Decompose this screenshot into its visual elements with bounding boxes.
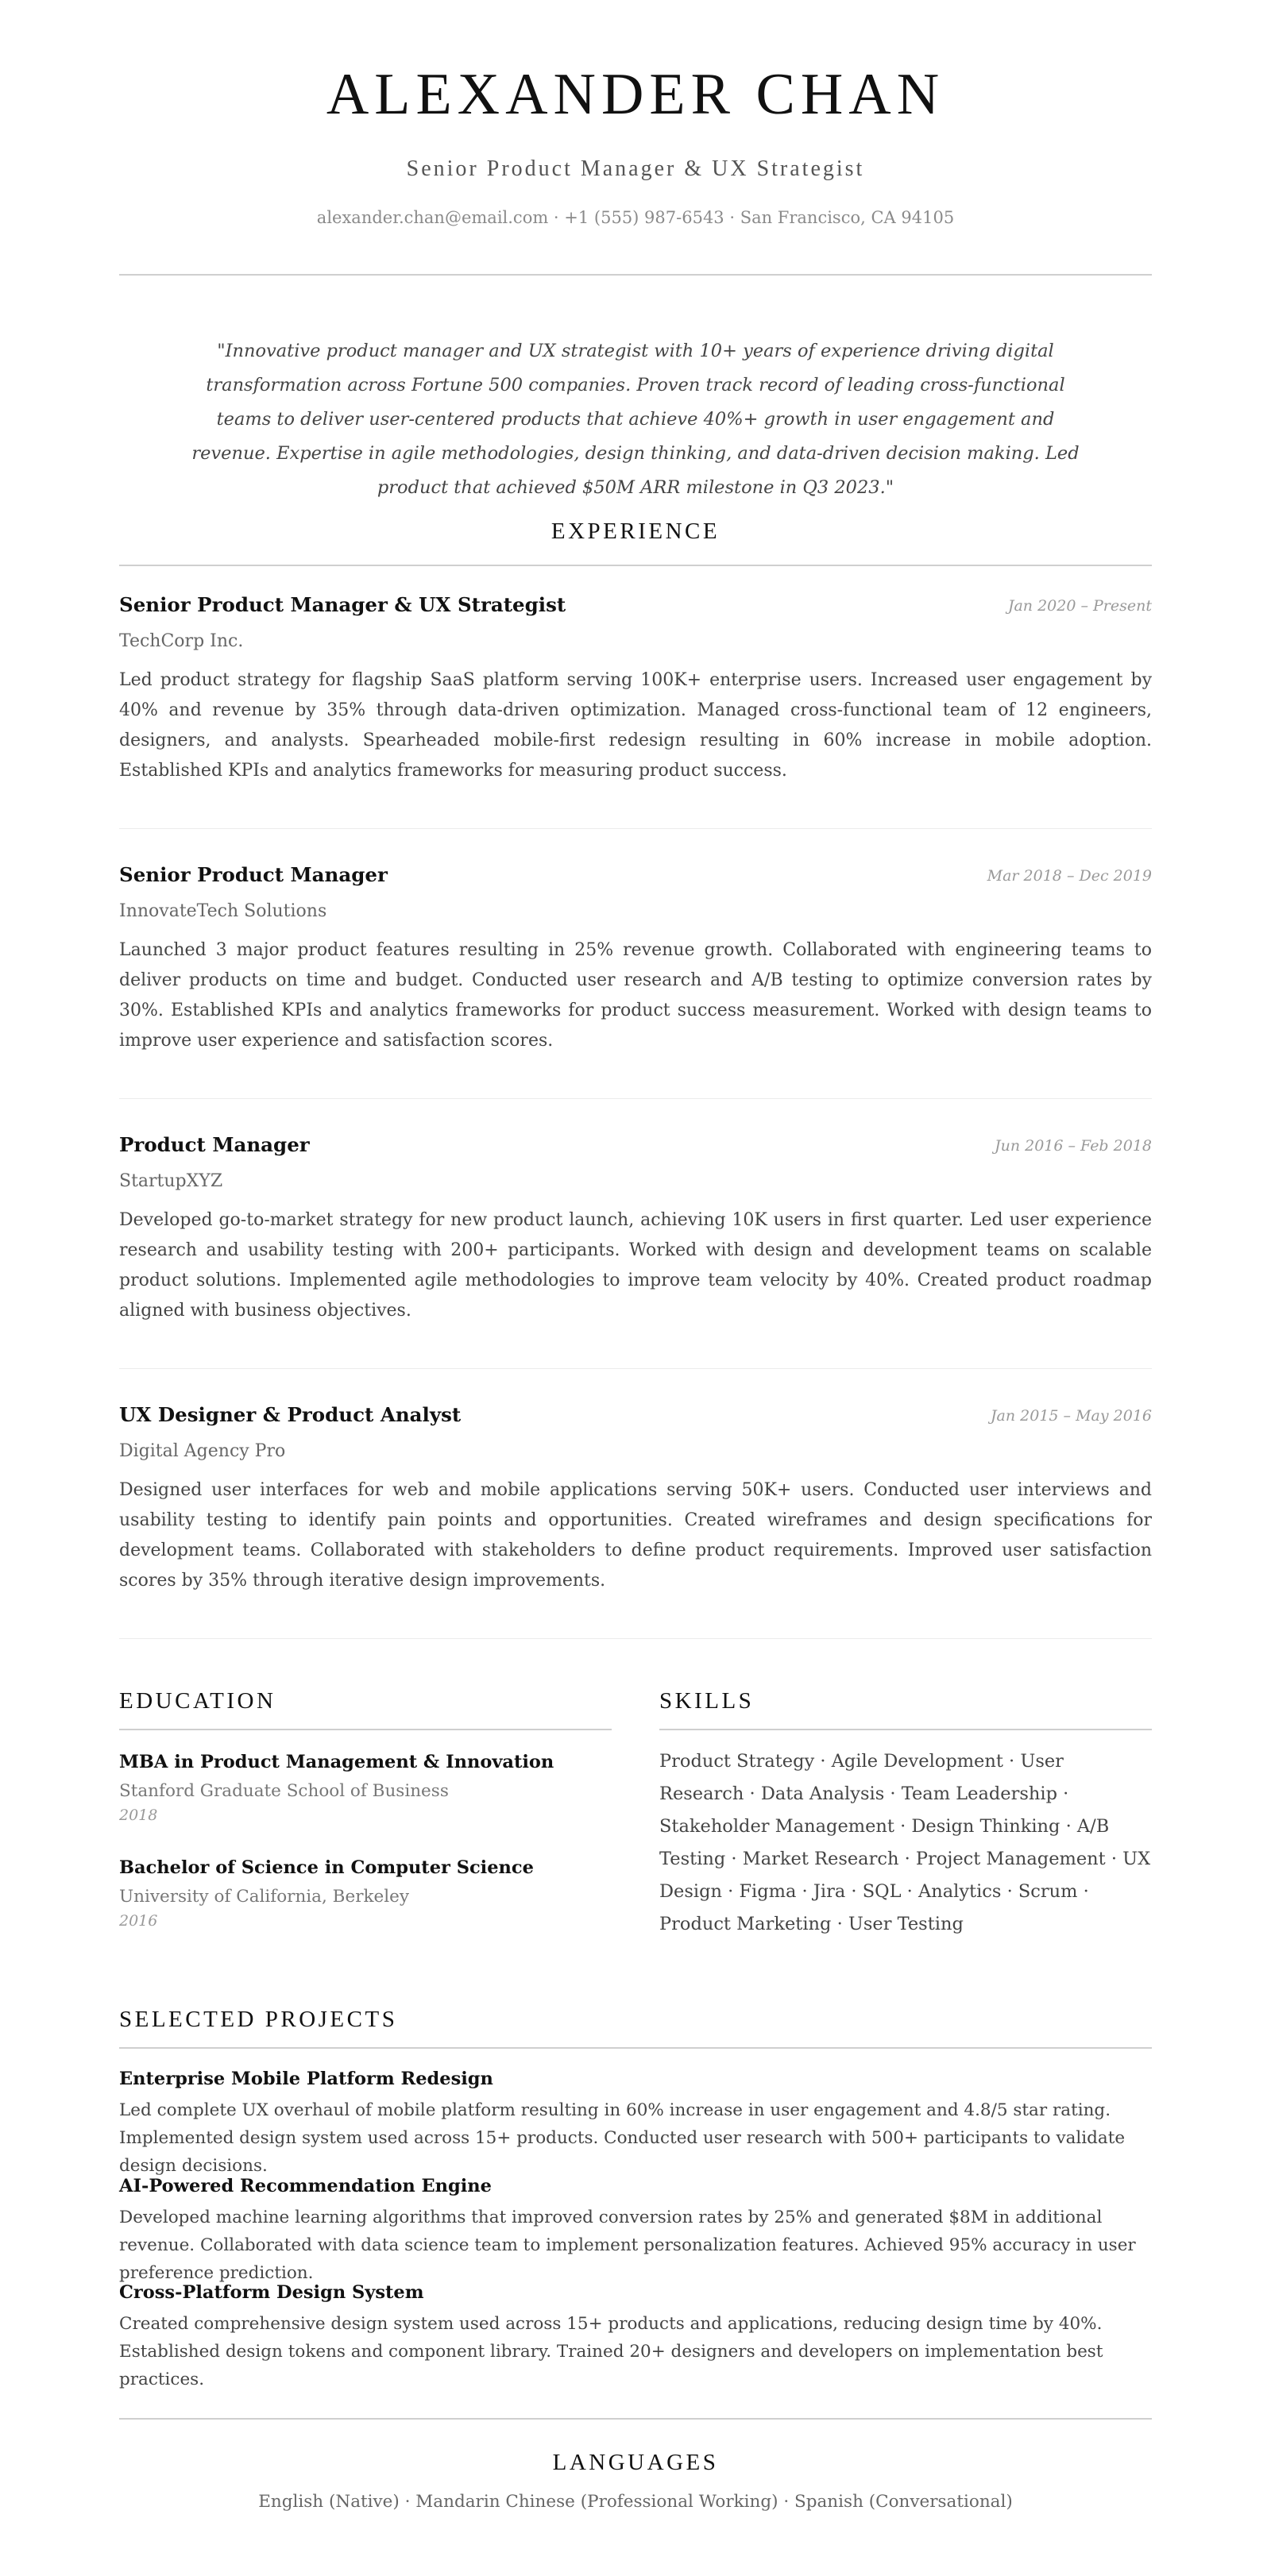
job-description: Launched 3 major product features resulting in 25% revenue growth. Collaborated with engineering teams to deliver products on time and budget. Conducted user research and A/B testing to optimize conversion rates by 30%. Established KPIs and analytics frameworks for product success measurement. Worked with design teams to improve user experience and satisfaction scores. — [119, 940, 1152, 1051]
job-divider — [119, 828, 1152, 829]
education-entry — [119, 1857, 612, 1930]
skills-heading: SKILLS — [659, 1688, 755, 1714]
project-name: Enterprise Mobile Platform Redesign — [119, 2069, 493, 2089]
job-title: Senior Product Manager — [119, 863, 388, 886]
job-company: TechCorp Inc. — [119, 631, 244, 651]
education-divider — [119, 1729, 612, 1730]
job-title: Senior Product Manager & UX Strategist — [119, 593, 566, 616]
education-entry — [119, 1752, 612, 1825]
job-description: Led product strategy for flagship SaaS platform serving 100K+ enterprise users. Increased user engagement by 40% and revenue by 35% through data-driven optimization. Managed cross-functional team of 12 engineers, designers, and analysts. Spearheaded mobile-first redesign resulting in 60% increase in mobile adoption. Established KPIs and analytics frameworks for measuring product success. — [119, 670, 1152, 781]
project-entry — [119, 2069, 1152, 2180]
header-divider — [119, 274, 1152, 276]
job-divider — [119, 1368, 1152, 1369]
skills-list: Product Strategy · Agile Development · User Research · Data Analysis · Team Leadership · Stakeholder Management · Design Thinking · A/B Testing · Market Research · Project Management · UX Design · Figma · Jira · SQL · Analytics · Scrum · Product Marketing · User Testing — [659, 1751, 1151, 1934]
languages-list: English (Native) · Mandarin Chinese (Professional Working) · Spanish (Conversational) — [258, 2492, 1013, 2512]
languages-heading: LANGUAGES — [552, 2450, 719, 2475]
education-school: Stanford Graduate School of Business — [119, 1781, 449, 1801]
education-school: University of California, Berkeley — [119, 1887, 409, 1907]
candidate-name: ALEXANDER CHAN — [326, 62, 945, 127]
job-dates: Mar 2018 – Dec 2019 — [987, 867, 1152, 885]
languages-divider — [119, 2418, 1152, 2420]
experience-heading: EXPERIENCE — [551, 519, 720, 544]
projects-divider — [119, 2047, 1152, 2049]
project-description: Developed machine learning algorithms that improved conversion rates by 25% and generated $8M in additional revenue. Collaborated with data science team to implement personalization features. Achieved 95% accuracy in user preference prediction. — [119, 2208, 1136, 2283]
job-description: Designed user interfaces for web and mobile applications serving 50K+ users. Conducted user interviews and usability testing to identify pain points and opportunities. Created wireframes and design specifications for development teams. Collaborated with stakeholders to define product requirements. Improved user satisfaction scores by 35% through iterative design improvements. — [119, 1480, 1152, 1591]
project-description: Created comprehensive design system used across 15+ products and applications, reducing design time by 40%. Established design tokens and component library. Trained 20+ designers and developers on implementation best practices. — [119, 2314, 1103, 2389]
education-heading: EDUCATION — [119, 1688, 276, 1714]
project-name: Cross-Platform Design System — [119, 2282, 424, 2303]
skills-divider — [659, 1729, 1152, 1730]
job-dates: Jan 2020 – Present — [1007, 597, 1152, 615]
job-dates: Jun 2016 – Feb 2018 — [994, 1137, 1152, 1155]
job-company: StartupXYZ — [119, 1171, 223, 1191]
project-entry — [119, 2282, 1152, 2393]
project-description: Led complete UX overhaul of mobile platform resulting in 60% increase in user engagement and 4.8/5 star rating. Implemented design system used across 15+ products. Conducted user research with 500+ participants to validate design decisions. — [119, 2100, 1126, 2176]
education-degree: MBA in Product Management & Innovation — [119, 1752, 554, 1772]
professional-summary: "Innovative product manager and UX strategist with 10+ years of experience driving digital transformation across Fortune 500 companies. Proven track record of leading cross-functional teams to deliver user-centered products that achieve 40%+ growth in user engagement and revenue. Expertise in agile methodologies, design thinking, and data-driven decision making. Led product that achieved $50M ARR milestone in Q3 2023." — [191, 341, 1080, 498]
job-description: Developed go-to-market strategy for new product launch, achieving 10K users in first quarter. Led user experience research and usability testing with 200+ participants. Worked with design and development teams on scalable product solutions. Implemented agile methodologies to improve team velocity by 40%. Created product roadmap aligned with business objectives. — [119, 1210, 1152, 1321]
experience-divider — [119, 565, 1152, 566]
education-year: 2016 — [119, 1911, 158, 1930]
job-divider — [119, 1638, 1152, 1639]
project-entry — [119, 2176, 1152, 2287]
candidate-title: Senior Product Manager & UX Strategist — [406, 156, 865, 181]
job-title: Product Manager — [119, 1133, 310, 1156]
contact-info: alexander.chan@email.com · +1 (555) 987-6543 · San Francisco, CA 94105 — [316, 208, 955, 227]
project-name: AI-Powered Recommendation Engine — [119, 2176, 492, 2196]
projects-heading: SELECTED PROJECTS — [119, 2007, 398, 2032]
job-company: Digital Agency Pro — [119, 1441, 286, 1461]
job-divider — [119, 1098, 1152, 1099]
job-title: UX Designer & Product Analyst — [119, 1403, 462, 1426]
job-dates: Jan 2015 – May 2016 — [990, 1407, 1152, 1425]
education-degree: Bachelor of Science in Computer Science — [119, 1857, 534, 1878]
job-company: InnovateTech Solutions — [119, 901, 327, 921]
education-year: 2018 — [119, 1806, 158, 1824]
